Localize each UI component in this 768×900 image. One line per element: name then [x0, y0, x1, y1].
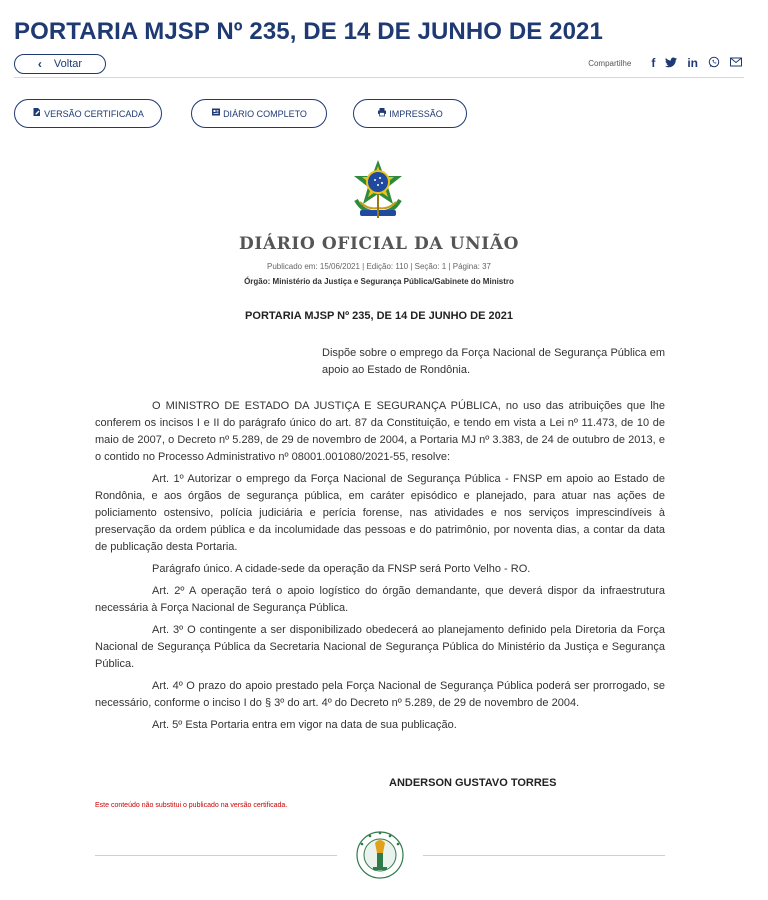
article-paragraph: Art. 3º O contingente a ser disponibilizado obedecerá ao planejamento definido pela Diretoria da Força Nacional de Segurança Pública da Secretaria Nacional de Segurança Pública do Ministério da Justiça e Segurança Pública. — [95, 624, 665, 670]
complete-diary-label: DIÁRIO COMPLETO — [223, 108, 307, 119]
certified-version-label: VERSÃO CERTIFICADA — [44, 108, 144, 119]
publication-info: Publicado em: 15/06/2021 | Edição: 110 | Seção: 1 | Página: 37 — [266, 262, 492, 271]
print-button[interactable] — [353, 99, 467, 128]
article-paragraph: Art. 4º O prazo do apoio prestado pela Força Nacional de Segurança Pública poderá ser prorrogado, se necessário, conforme o inciso I do § 3º do art. 4º do Decreto nº 5.289, de 29 de novembro de 2004. — [95, 680, 665, 709]
email-icon[interactable] — [730, 57, 742, 69]
printer-icon — [377, 107, 387, 120]
signature: ANDERSON GUSTAVO TORRES — [389, 777, 557, 789]
certified-version-button[interactable] — [14, 99, 162, 128]
whatsapp-icon[interactable] — [708, 56, 720, 70]
facebook-icon[interactable]: f — [651, 56, 656, 70]
header-divider — [14, 77, 744, 78]
imprensa-nacional-logo — [354, 829, 406, 881]
organ-info: Órgão: Ministério da Justiça e Segurança Pública/Gabinete do Ministro — [244, 277, 514, 286]
share-label: Compartilhe — [588, 58, 632, 68]
back-button-label: Voltar — [53, 58, 83, 70]
disclaimer: Este conteúdo não substitui o publicado na versão certificada. — [95, 802, 288, 809]
document-body — [95, 398, 665, 739]
article-paragraph: Parágrafo único. A cidade-sede da operação da FNSP será Porto Velho - RO. — [152, 563, 531, 575]
page-title: PORTARIA MJSP Nº 235, DE 14 DE JUNHO DE 2021 — [14, 18, 603, 45]
share-bar — [588, 56, 742, 70]
back-button[interactable] — [14, 54, 106, 74]
linkedin-icon[interactable]: in — [687, 56, 698, 70]
ementa: Dispõe sobre o emprego da Força Nacional de Segurança Pública em apoio ao Estado de Rondônia. — [322, 347, 665, 376]
article-paragraph: Art. 2º A operação terá o apoio logístico do órgão demandante, que deverá dispor da infraestrutura necessária à Força Nacional de Segurança Pública. — [95, 585, 665, 614]
publication-title: DIÁRIO OFICIAL DA UNIÃO — [238, 234, 520, 254]
document-heading: PORTARIA MJSP Nº 235, DE 14 DE JUNHO DE 2021 — [245, 310, 513, 322]
preamble-paragraph: O MINISTRO DE ESTADO DA JUSTIÇA E SEGURANÇA PÚBLICA, no uso das atribuições que lhe conferem os incisos I e II do parágrafo único do art. 87 da Constituição, e tendo em vista a Lei nº 11.473, de 10 de maio de 2007, o Decreto nº 5.289, de 29 de novembro de 2004, a Portaria MJ nº 3.383, de 24 de outubro de 2013, e o contido no Processo Administrativo nº 08001.001080/2021-55, resolve: — [95, 400, 665, 463]
print-label: IMPRESSÃO — [389, 108, 443, 119]
chevron-left-icon: ‹ — [37, 57, 42, 71]
document-edit-icon — [32, 107, 42, 120]
coat-of-arms-icon — [346, 158, 410, 222]
newspaper-icon — [211, 107, 221, 120]
article-paragraph: Art. 1º Autorizar o emprego da Força Nacional de Segurança Pública - FNSP em apoio ao Estado de Rondônia, e aos órgãos de segurança pública, em caráter episódico e planejado, para atuar nas ações de policiamento ostensivo, polícia judiciária e perícia forense, nas atividades e nos serviços imprescindíveis à preservação da ordem pública e da incolumidade das pessoas e do patrimônio, por noventa dias, a contar da data de publicação desta Portaria. — [95, 473, 665, 553]
complete-diary-button[interactable] — [191, 99, 327, 128]
twitter-icon[interactable] — [665, 57, 677, 70]
footer-divider-right — [423, 855, 665, 856]
footer-divider-left — [95, 855, 337, 856]
article-paragraph: Art. 5º Esta Portaria entra em vigor na data de sua publicação. — [152, 719, 457, 731]
